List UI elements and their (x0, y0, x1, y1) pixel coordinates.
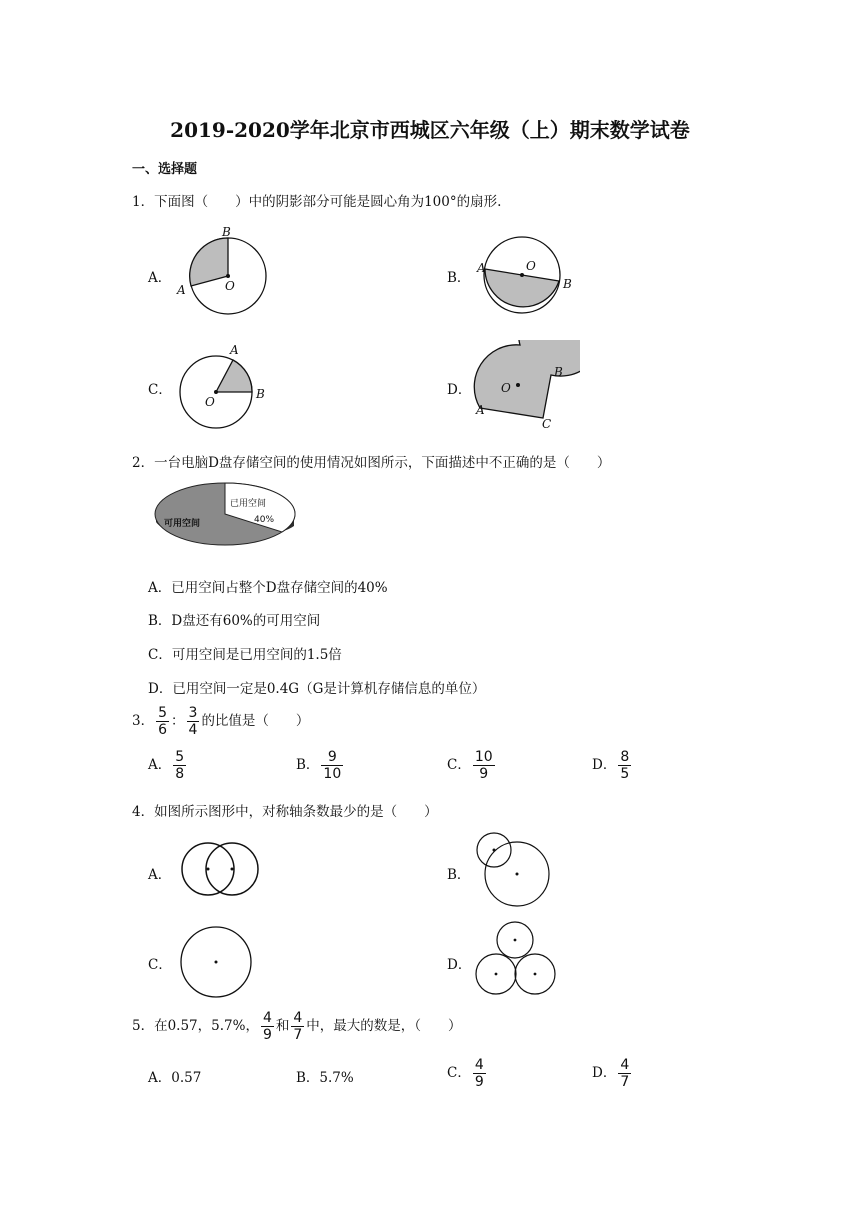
numerator: 5 (158, 705, 168, 721)
point-label: C (542, 417, 552, 431)
colon: ： (171, 713, 185, 729)
q4-option-d-figure (472, 918, 562, 1000)
option-label: D． (592, 757, 617, 773)
section-heading: 一、选择题 (132, 162, 198, 177)
center-dot (226, 274, 230, 278)
point-label: B (563, 277, 572, 291)
numerator: 4 (474, 1057, 484, 1073)
fraction (187, 705, 200, 738)
numerator: 4 (293, 1010, 303, 1026)
fraction (473, 1057, 486, 1090)
denominator: 6 (158, 722, 168, 738)
denominator: 9 (262, 1027, 272, 1043)
center-dot (514, 939, 517, 942)
question-2-stem: 2．一台电脑D盘存储空间的使用情况如图所示，下面描述中不正确的是（ ） (132, 455, 611, 471)
page-title: 2019-2020学年北京市西城区六年级（上）期末数学试卷 (170, 118, 690, 142)
numerator: 10 (474, 749, 493, 765)
q1-option-a-figure (168, 222, 278, 326)
numerator: 3 (188, 705, 198, 721)
q5-mid: 和 (275, 1018, 290, 1034)
center-dot (495, 973, 498, 976)
fraction (618, 1057, 631, 1090)
pie-free-label: 可用空间 (164, 519, 201, 529)
center-dot (207, 868, 210, 871)
q4-option-a-label: A． (148, 867, 172, 883)
numerator: 8 (620, 749, 630, 765)
q1-option-a-label: A． (148, 270, 172, 286)
point-label: A (230, 343, 239, 357)
point-label: B (222, 225, 231, 239)
fraction (291, 1010, 304, 1043)
q3-option-c (447, 749, 497, 782)
q5-option-a (148, 1066, 201, 1086)
denominator: 8 (175, 766, 185, 782)
point-label: A (476, 403, 485, 417)
option-value: 0.57 (171, 1070, 202, 1086)
numerator: 4 (620, 1057, 630, 1073)
fraction (156, 705, 169, 738)
q1-option-d-figure (470, 340, 580, 432)
question-4-stem: 4．如图所示图形中，对称轴条数最少的是（ ） (132, 804, 438, 820)
denominator: 7 (620, 1074, 630, 1090)
numerator: 5 (175, 749, 185, 765)
fraction (261, 1010, 274, 1043)
question-5-stem (132, 1010, 462, 1043)
question-3-stem (132, 705, 309, 738)
q2-option-a: A．已用空间占整个D盘存储空间的40% (148, 580, 388, 596)
q2-option-b: B．D盘还有60%的可用空间 (148, 613, 321, 629)
point-label: O (526, 259, 536, 273)
option-label: A． (148, 757, 172, 773)
shaded-sector (190, 238, 228, 286)
shaded-region (474, 340, 580, 418)
fraction (473, 749, 495, 782)
pie-used-label: 已用空间 (230, 499, 267, 509)
option-value: 5.7% (319, 1070, 354, 1086)
point-label: O (225, 279, 235, 293)
center-dot (516, 873, 519, 876)
q5-option-d (592, 1057, 633, 1090)
q4-option-c-label: C． (148, 957, 172, 973)
center-dot (214, 390, 218, 394)
option-label: B． (296, 1070, 320, 1086)
denominator: 4 (188, 722, 198, 738)
fraction (173, 749, 186, 782)
q2-option-d: D．已用空间一定是0.4G（G是计算机存储信息的单位） (148, 681, 486, 697)
point-label: B (256, 387, 265, 401)
q5-option-c (447, 1057, 488, 1090)
q3-option-d (592, 749, 633, 782)
q4-option-b-figure (470, 828, 560, 910)
point-label: O (501, 381, 511, 395)
q2-pie-chart (152, 478, 302, 558)
denominator: 10 (323, 766, 342, 782)
option-label: D． (592, 1065, 617, 1081)
shaded-sector (216, 360, 252, 392)
q4-option-a-figure (174, 834, 274, 904)
option-label: B． (296, 757, 320, 773)
center-dot (215, 961, 218, 964)
q1-option-b-label: B． (447, 270, 471, 286)
option-label: C． (447, 757, 471, 773)
fraction (618, 749, 631, 782)
question-1-stem: 1．下面图（ ）中的阴影部分可能是圆心角为100°的扇形. (132, 194, 502, 210)
q1-option-c-figure (170, 340, 280, 432)
q4-option-d-label: D． (447, 957, 472, 973)
center-dot (520, 273, 524, 277)
fraction (321, 749, 343, 782)
q5-option-b (296, 1066, 354, 1086)
denominator: 9 (474, 1074, 484, 1090)
denominator: 9 (479, 766, 489, 782)
q2-option-c: C．可用空间是已用空间的1.5倍 (148, 647, 342, 663)
center-dot (516, 383, 520, 387)
q1-option-d-label: D． (447, 382, 472, 398)
q3-prefix: 3． (132, 713, 155, 729)
pie-used-percent: 40% (254, 515, 275, 525)
point-label: A (177, 283, 186, 297)
q1-option-b-figure (470, 230, 580, 320)
point-label: A (477, 261, 486, 275)
denominator: 5 (620, 766, 630, 782)
point-label: O (205, 395, 215, 409)
q1-option-c-label: C． (148, 382, 172, 398)
center-dot (534, 973, 537, 976)
q3-suffix: 的比值是（ ） (201, 713, 310, 729)
q5-prefix: 5．在0.57，5.7%， (132, 1018, 259, 1034)
q4-option-b-label: B． (447, 867, 471, 883)
q4-option-c-figure (174, 922, 258, 1004)
point-label: B (554, 365, 563, 379)
center-dot (231, 868, 234, 871)
denominator: 7 (293, 1027, 303, 1043)
q3-option-b (296, 749, 345, 782)
option-label: C． (447, 1065, 471, 1081)
center-dot (493, 849, 496, 852)
q5-suffix: 中，最大的数是，（ ） (306, 1018, 462, 1034)
numerator: 4 (262, 1010, 272, 1026)
numerator: 9 (321, 749, 343, 766)
q3-option-a (148, 749, 188, 782)
option-label: A． (148, 1070, 172, 1086)
